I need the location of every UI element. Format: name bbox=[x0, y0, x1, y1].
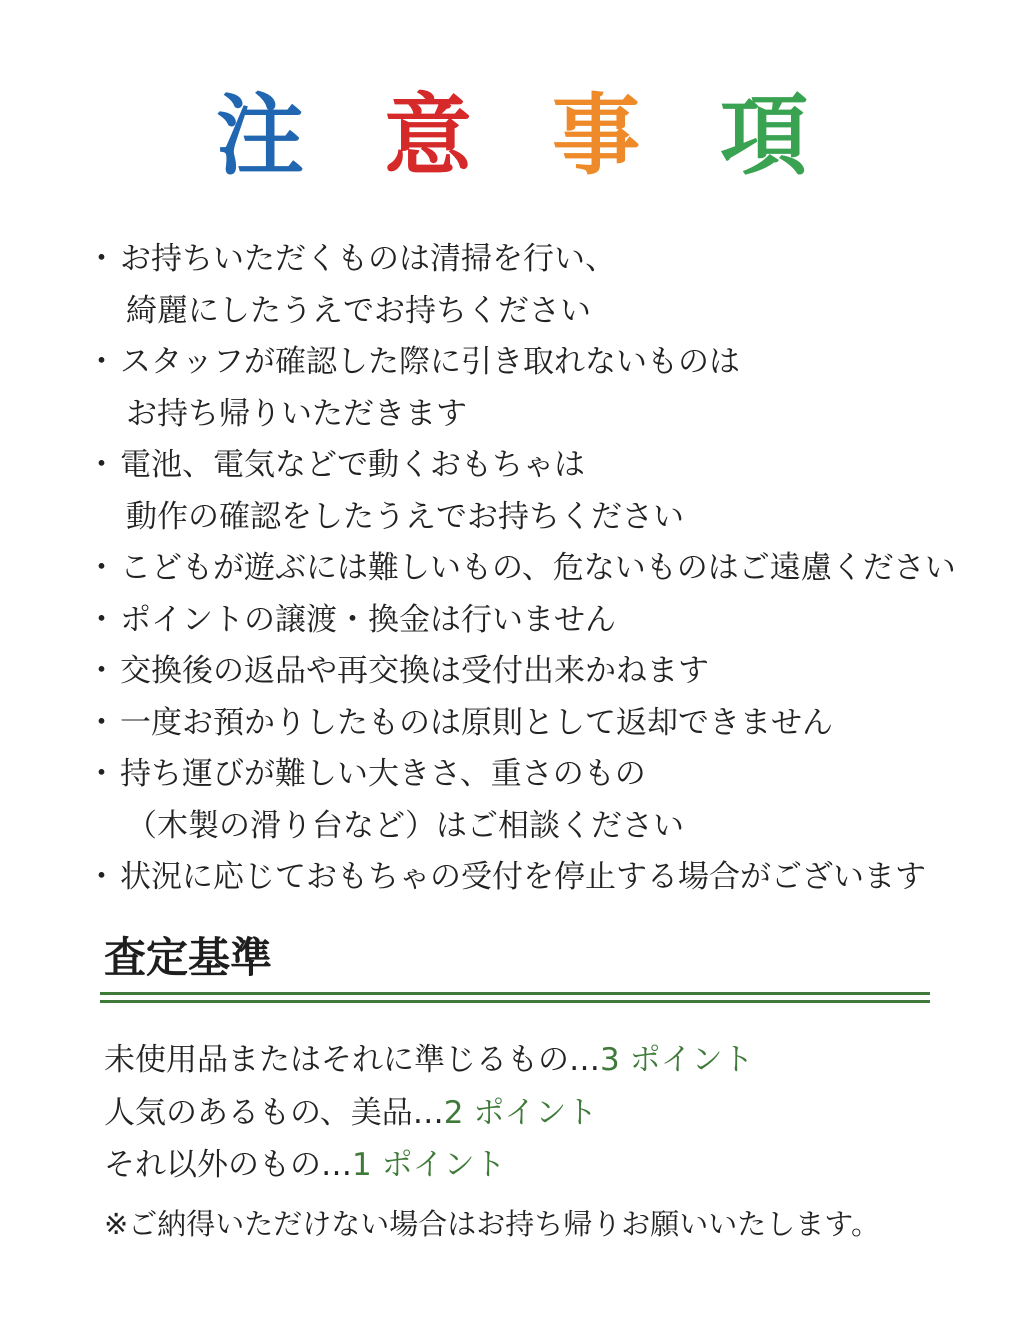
criterion-points: 3 ポイント bbox=[600, 1042, 754, 1078]
notes-list bbox=[92, 234, 992, 904]
note-line: ・ 一度お預かりしたものは原則として返却できません bbox=[120, 704, 833, 741]
note-item bbox=[92, 698, 992, 750]
criteria-heading: 査定基準 bbox=[104, 933, 273, 982]
note-line: お持ち帰りいただきます bbox=[126, 395, 467, 432]
note-line: 綺麗にしたうえでお持ちください bbox=[126, 292, 591, 329]
note-line: ・ お持ちいただくものは清掃を行い、 bbox=[120, 241, 616, 277]
note-item bbox=[92, 337, 992, 440]
note-item bbox=[92, 595, 992, 647]
note-line: ・ 持ち運びが難しい大きさ、重さのもの bbox=[120, 756, 646, 792]
note-line: ・ 状況に応じておもちゃの受付を停止する場合がございます bbox=[120, 859, 926, 895]
note-item bbox=[92, 234, 992, 337]
note-item bbox=[92, 646, 992, 698]
criterion-item bbox=[104, 1034, 984, 1087]
footnote: ※ご納得いただけない場合はお持ち帰りお願いいたします。 bbox=[104, 1207, 880, 1241]
criterion-points: 2 ポイント bbox=[443, 1094, 598, 1131]
section-divider bbox=[100, 992, 930, 995]
note-item bbox=[92, 440, 992, 543]
note-line: （木製の滑り台など）はご相談ください bbox=[126, 807, 684, 844]
title-char: 項 bbox=[719, 84, 808, 187]
page-title bbox=[212, 84, 812, 187]
note-item bbox=[92, 749, 992, 852]
criterion-label: それ以外のもの… bbox=[104, 1147, 352, 1183]
note-item bbox=[92, 852, 992, 904]
title-char: 注 bbox=[215, 84, 304, 187]
title-char: 事 bbox=[551, 84, 640, 187]
criterion-label: 未使用品またはそれに準じるもの… bbox=[104, 1042, 600, 1078]
note-line: ・ 電池、電気などで動くおもちゃは bbox=[120, 447, 585, 483]
criterion-points: 1 ポイント bbox=[352, 1147, 506, 1183]
note-line: ・ こどもが遊ぶには難しいもの、危ないものはご遠慮ください bbox=[120, 550, 956, 586]
criterion-label: 人気のあるもの、美品… bbox=[104, 1094, 444, 1131]
criterion-item bbox=[104, 1087, 984, 1140]
criterion-item bbox=[104, 1139, 984, 1192]
note-line: ・ 交換後の返品や再交換は受付出来かねます bbox=[120, 653, 709, 689]
note-item bbox=[92, 543, 992, 595]
note-line: ・ スタッフが確認した際に引き取れないものは bbox=[120, 344, 740, 380]
note-line: ・ ポイントの譲渡・換金は行いません bbox=[120, 601, 616, 638]
criteria-list bbox=[104, 1034, 984, 1192]
section-divider bbox=[100, 1000, 930, 1003]
title-char: 意 bbox=[383, 84, 472, 187]
note-line: 動作の確認をしたうえでお持ちください bbox=[126, 498, 684, 535]
